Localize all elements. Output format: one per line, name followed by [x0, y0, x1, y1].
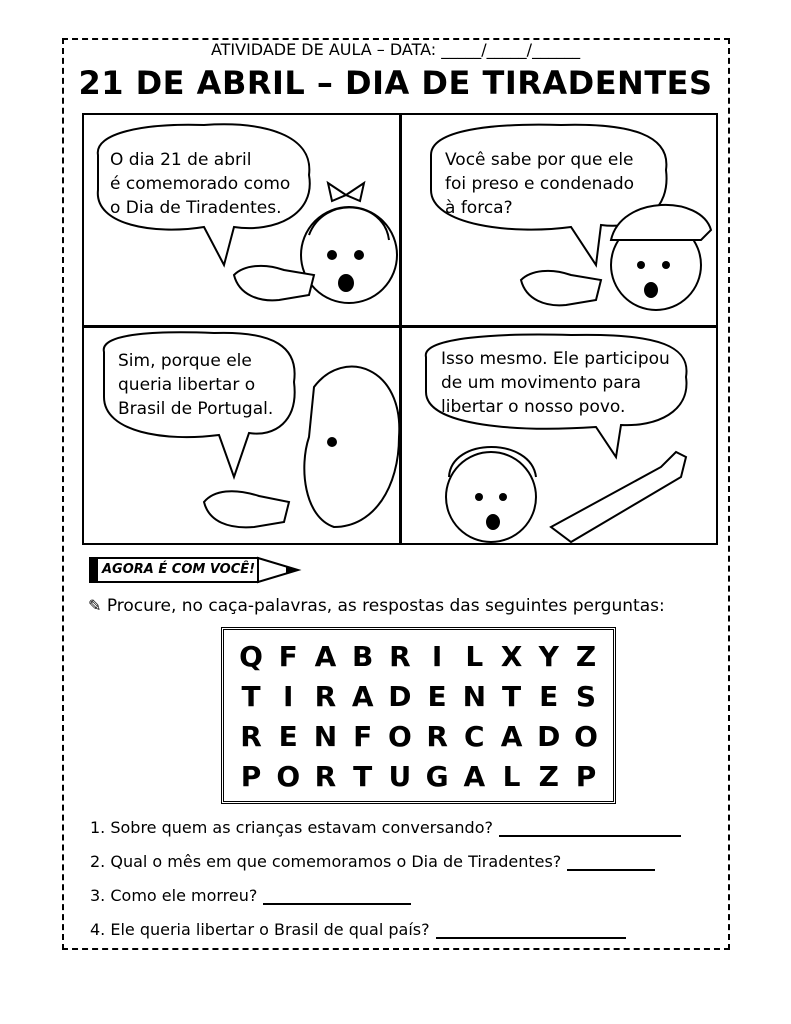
word-search-cell[interactable]: T: [241, 679, 261, 713]
word-search-cell[interactable]: O: [276, 759, 301, 793]
comic-panel-4: [401, 327, 717, 545]
speech-text-4: Isso mesmo. Ele participou de um movimento para libertar o nosso povo.: [441, 349, 670, 417]
word-search-cell[interactable]: R: [426, 719, 448, 753]
word-search-cell[interactable]: I: [283, 679, 294, 713]
word-search-cell[interactable]: D: [388, 679, 412, 713]
question-4-text: 4. Ele queria libertar o Brasil de qual país?: [90, 920, 430, 939]
instruction-text: Procure, no caça-palavras, as respostas das seguintes perguntas:: [106, 596, 665, 616]
question-3: [90, 886, 411, 905]
word-search-cell[interactable]: A: [463, 759, 486, 793]
thumbs-up-icon: [521, 271, 601, 305]
word-search-cell[interactable]: P: [575, 759, 597, 793]
word-search-cell[interactable]: E: [278, 719, 298, 753]
word-search-row: [234, 636, 603, 676]
word-search-cell[interactable]: T: [353, 759, 373, 793]
word-search-cell[interactable]: F: [353, 719, 373, 753]
page-title: 21 DE ABRIL – DIA DE TIRADENTES: [78, 64, 713, 102]
word-search-cell[interactable]: T: [501, 679, 522, 713]
speech-text-1: O dia 21 de abril é comemorado como o Dia de Tiradentes.: [110, 150, 291, 218]
answer-line-3[interactable]: [263, 889, 411, 905]
instruction-line: [88, 596, 665, 616]
comic-panel-2: [401, 115, 717, 325]
word-search-cell[interactable]: X: [500, 639, 523, 673]
word-search-grid: [221, 627, 616, 804]
waving-hand-icon: [551, 452, 686, 542]
word-search-cell[interactable]: L: [465, 639, 484, 673]
word-search-cell[interactable]: C: [464, 719, 485, 753]
word-search-cell[interactable]: O: [574, 719, 598, 753]
word-search-row: [234, 756, 603, 796]
question-1: [90, 818, 681, 837]
answer-line-2[interactable]: [567, 855, 655, 871]
panel-2-illustration: [401, 115, 717, 325]
word-search-cell[interactable]: Q: [239, 639, 263, 673]
word-search-row: [234, 676, 603, 716]
word-search-row: [234, 716, 603, 756]
word-search-cell[interactable]: Z: [538, 759, 559, 793]
word-search-cell[interactable]: R: [389, 639, 411, 673]
question-3-text: 3. Como ele morreu?: [90, 886, 258, 905]
word-search-cell[interactable]: N: [313, 719, 338, 753]
pointing-hand-icon: [234, 266, 314, 300]
speech-text-3: Sim, porque ele queria libertar o Brasil de Portugal.: [118, 351, 274, 419]
writing-hand-icon: ✎: [88, 596, 102, 615]
word-search-cell[interactable]: U: [388, 759, 412, 793]
word-search-cell[interactable]: G: [425, 759, 449, 793]
question-2-text: 2. Qual o mês em que comemoramos o Dia de Tiradentes?: [90, 852, 562, 871]
activity-date-line: ATIVIDADE DE AULA – DATA: _____/_____/______: [210, 40, 581, 59]
word-search-cell[interactable]: D: [537, 719, 561, 753]
word-search-cell[interactable]: Y: [538, 639, 559, 673]
word-search-cell[interactable]: R: [314, 679, 337, 713]
comic-strip: [82, 113, 718, 545]
panel-1-illustration: [84, 115, 399, 325]
answer-line-1[interactable]: [499, 821, 681, 837]
girl-profile-icon: [304, 367, 399, 527]
word-search-cell[interactable]: N: [462, 679, 487, 713]
word-search-cell[interactable]: E: [427, 679, 447, 713]
word-search-cell[interactable]: O: [387, 719, 412, 753]
question-4: [90, 920, 626, 939]
word-search-cell[interactable]: A: [351, 679, 374, 713]
word-search-cell[interactable]: R: [240, 719, 262, 753]
word-search-cell[interactable]: P: [240, 759, 262, 793]
answer-line-4[interactable]: [436, 923, 626, 939]
comic-panel-1: [84, 115, 399, 325]
agora-banner-text: AGORA É COM VOCÊ!: [102, 562, 256, 577]
word-search-cell[interactable]: Z: [575, 639, 597, 673]
comic-panel-3: [84, 327, 399, 545]
speech-text-2: Você sabe por que ele foi preso e condenado à forca?: [445, 150, 635, 218]
word-search-cell[interactable]: B: [351, 639, 374, 673]
word-search-cell[interactable]: R: [314, 759, 337, 793]
word-search-cell[interactable]: A: [500, 719, 523, 753]
word-search-cell[interactable]: L: [502, 759, 521, 793]
hair-bow-icon: [328, 183, 364, 201]
word-search-cell[interactable]: F: [278, 639, 298, 673]
question-1-text: 1. Sobre quem as crianças estavam conversando?: [90, 818, 493, 837]
question-2: [90, 852, 655, 871]
word-search-cell[interactable]: E: [539, 679, 559, 713]
word-search-cell[interactable]: I: [431, 639, 443, 673]
hand-icon: [204, 491, 289, 527]
word-search-cell[interactable]: A: [314, 639, 337, 673]
word-search-cell[interactable]: S: [575, 679, 597, 713]
